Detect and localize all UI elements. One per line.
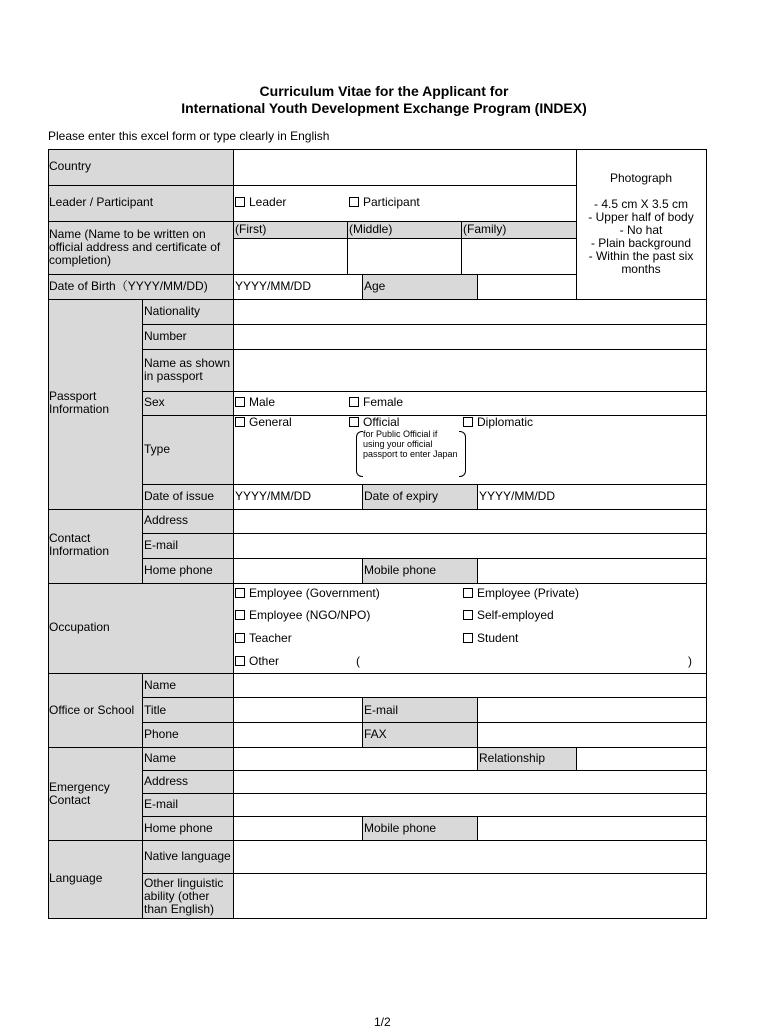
emergency-name-label: Name: [144, 751, 177, 765]
checkbox-icon[interactable]: [235, 197, 245, 207]
other-occupation-checkbox[interactable]: Other: [235, 655, 279, 668]
sex-label: Sex: [144, 395, 165, 409]
female-checkbox[interactable]: Female: [349, 396, 403, 409]
other-paren-open: (: [356, 654, 360, 668]
checkbox-icon[interactable]: [349, 397, 359, 407]
checkbox-icon[interactable]: [235, 417, 245, 427]
leader-participant-label: Leader / Participant: [49, 195, 154, 209]
middle-name-header: (Middle): [349, 222, 393, 236]
emergency-mobile-phone-label: Mobile phone: [364, 821, 437, 835]
date-of-issue-label: Date of issue: [144, 489, 215, 503]
photo-requirement: - Upper half of body: [588, 210, 694, 224]
emergency-section-label: Emergency Contact: [49, 780, 110, 807]
passport-section-label: Passport Information: [49, 389, 110, 416]
contact-mobile-phone-label: Mobile phone: [364, 563, 437, 577]
relationship-label: Relationship: [479, 751, 546, 765]
emergency-address-label: Address: [144, 774, 189, 788]
checkbox-icon[interactable]: [463, 610, 473, 620]
photograph-box[interactable]: [580, 172, 702, 276]
contact-email-label: E-mail: [144, 538, 179, 552]
male-checkbox[interactable]: Male: [235, 396, 275, 409]
photo-requirement: - 4.5 cm X 3.5 cm: [593, 197, 689, 211]
checkbox-icon[interactable]: [235, 633, 245, 643]
photograph-title: Photograph: [609, 171, 673, 185]
checkbox-icon[interactable]: [235, 588, 245, 598]
checkbox-icon[interactable]: [349, 417, 359, 427]
office-email-label: E-mail: [364, 703, 399, 717]
country-label: Country: [49, 159, 92, 173]
office-phone-label: Phone: [144, 727, 179, 741]
page-number: 1/2: [374, 1015, 391, 1029]
official-passport-note: for Public Official if using your official passport to enter Japan: [363, 429, 458, 459]
language-section-label: Language: [49, 871, 103, 885]
family-name-header: (Family): [463, 222, 507, 236]
contact-address-label: Address: [144, 513, 189, 527]
teacher-checkbox[interactable]: Teacher: [235, 632, 292, 645]
other-paren-close: ): [688, 654, 692, 668]
employee-ngo-checkbox[interactable]: Employee (NGO/NPO): [235, 609, 370, 622]
participant-checkbox[interactable]: Participant: [349, 196, 420, 209]
student-checkbox[interactable]: Student: [463, 632, 518, 645]
checkbox-icon[interactable]: [463, 588, 473, 598]
contact-section-label: Contact Information: [49, 531, 110, 558]
photo-requirement: - Plain background: [590, 236, 692, 250]
checkbox-icon[interactable]: [235, 610, 245, 620]
checkbox-icon[interactable]: [235, 656, 245, 666]
name-label: Name (Name to be written on official address and certificate of completion): [49, 227, 221, 267]
office-fax-label: FAX: [364, 727, 387, 741]
self-employed-checkbox[interactable]: Self-employed: [463, 609, 554, 622]
employee-private-checkbox[interactable]: Employee (Private): [463, 587, 579, 600]
nationality-label: Nationality: [144, 304, 201, 318]
note-bracket-right: [459, 431, 466, 477]
name-in-passport-label: Name as shown in passport: [144, 356, 231, 383]
dob-field[interactable]: YYYY/MM/DD: [235, 279, 312, 293]
leader-checkbox[interactable]: Leader: [235, 196, 286, 209]
emergency-email-label: E-mail: [144, 797, 179, 811]
date-of-expiry-label: Date of expiry: [364, 489, 439, 503]
contact-home-phone-label: Home phone: [144, 563, 213, 577]
dob-label: Date of Birth（YYYY/MM/DD): [49, 279, 208, 293]
form-title-line2: International Youth Development Exchange Program (INDEX): [181, 100, 587, 116]
date-of-expiry-field[interactable]: YYYY/MM/DD: [479, 489, 556, 503]
note-bracket-left: [356, 431, 363, 477]
date-of-issue-field[interactable]: YYYY/MM/DD: [235, 489, 312, 503]
passport-type-label: Type: [144, 442, 171, 456]
employee-government-checkbox[interactable]: Employee (Government): [235, 587, 380, 600]
checkbox-icon[interactable]: [349, 197, 359, 207]
office-title-label: Title: [144, 703, 167, 717]
passport-number-label: Number: [144, 329, 187, 343]
first-name-header: (First): [235, 222, 267, 236]
checkbox-icon[interactable]: [235, 397, 245, 407]
office-section-label: Office or School: [49, 703, 135, 717]
photo-requirement: - No hat: [619, 223, 663, 237]
general-passport-checkbox[interactable]: General: [235, 416, 292, 429]
office-name-label: Name: [144, 678, 177, 692]
form-title-line1: Curriculum Vitae for the Applicant for: [259, 83, 509, 99]
age-label: Age: [364, 279, 386, 293]
other-language-label: Other linguistic ability (other than English): [144, 876, 224, 916]
emergency-home-phone-label: Home phone: [144, 821, 213, 835]
diplomatic-passport-checkbox[interactable]: Diplomatic: [463, 416, 533, 429]
photo-requirement: - Within the past six months: [588, 249, 694, 276]
native-language-label: Native language: [144, 849, 231, 863]
checkbox-icon[interactable]: [463, 417, 473, 427]
checkbox-icon[interactable]: [463, 633, 473, 643]
occupation-section-label: Occupation: [49, 620, 110, 634]
instruction-text: Please enter this excel form or type clearly in English: [48, 129, 330, 143]
official-passport-checkbox[interactable]: Official: [349, 416, 399, 429]
